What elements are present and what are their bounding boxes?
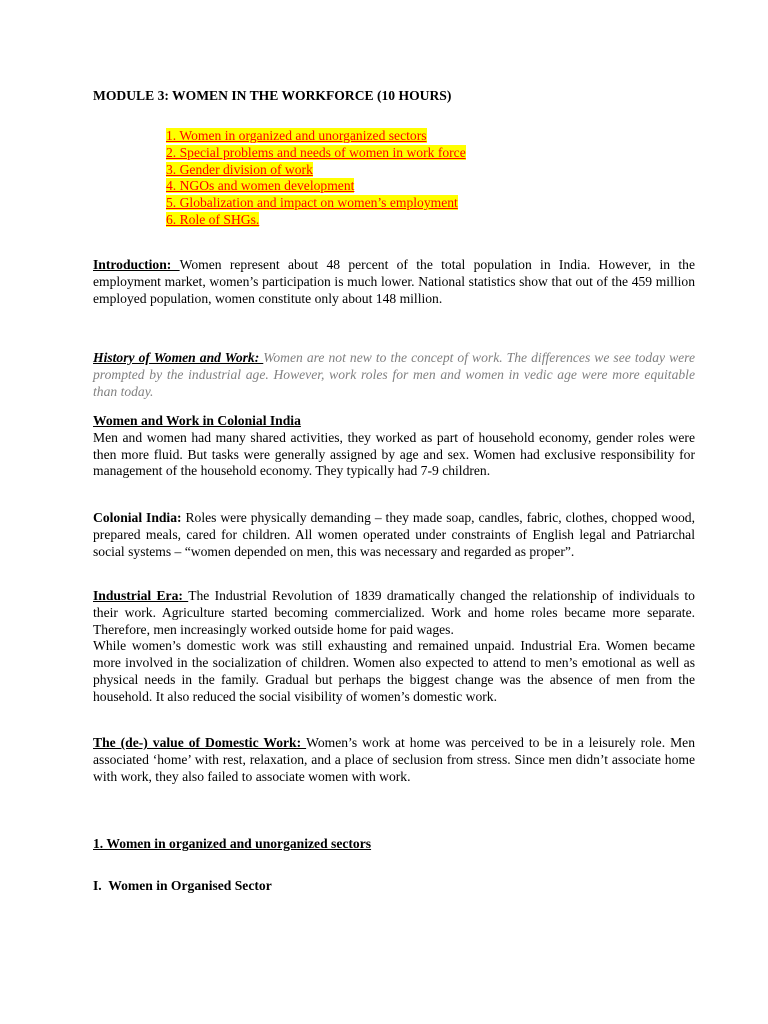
topic-link[interactable]: 1. Women in organized and unorganized sectors: [166, 128, 427, 143]
topic-link[interactable]: 3. Gender division of work: [166, 161, 313, 177]
topic-link[interactable]: 4. NGOs and women development: [166, 178, 355, 194]
topic-item[interactable]: [166, 145, 466, 162]
domestic-work-paragraph: [93, 735, 695, 785]
colonial-section: [93, 413, 695, 480]
colonial-text: Men and women had many shared activities, they worked as part of household economy, gender roles were then more fluid. But tasks were generally assigned by age and sex. Women had exclusive responsibility for management of the household economy. They typically had 7-9 children.: [93, 429, 695, 479]
domestic-work-text: Women’s work at home was perceived to be in a leisurely role. Men associated ‘home’ with rest, relaxation, and a place of seclusion from stress. Since men didn’t associate home with work, they also failed to associate women with work.: [93, 735, 695, 784]
colonial-india-heading: Colonial India:: [93, 510, 182, 525]
colonial-heading: Women and Work in Colonial India: [93, 413, 301, 428]
topic-item[interactable]: [166, 212, 466, 229]
topic-item[interactable]: [166, 195, 466, 212]
introduction-text: Women represent about 48 percent of the total population in India. However, in the employment market, women’s participation is much lower. National statistics show that out of the 459 million employed population, women constitute only about 148 million.: [93, 257, 696, 306]
module-title: MODULE 3: WOMEN IN THE WORKFORCE (10 HOURS): [93, 88, 452, 103]
industrial-paragraph: [93, 588, 695, 638]
history-text: Women are not new to the concept of work. The differences we see today were prompted by the industrial age. However, work roles for men and women in vedic age were more equitable than today.: [93, 350, 696, 399]
history-paragraph: [93, 350, 695, 400]
industrial-paragraph-2: While women’s domestic work was still exhausting and remained unpaid. Industrial Era. Women became more involved in the socialization of children. Women also expected to attend to men’s emotional as well as physical needs in the family. Gradual but perhaps the biggest change was the absence of men from the household. It also reduced the social visibility of women’s domestic work.: [93, 638, 695, 704]
section-heading: 1. Women in organized and unorganized sectors: [93, 836, 372, 851]
subsection-heading: I. Women in Organised Sector: [93, 878, 272, 893]
domestic-work-heading: The (de-) value of Domestic Work:: [93, 735, 307, 750]
industrial-heading: Industrial Era:: [93, 588, 189, 603]
topic-link[interactable]: 2. Special problems and needs of women in work force: [166, 144, 466, 160]
colonial-india-text: Roles were physically demanding – they made soap, candles, fabric, clothes, chopped wood, prepared meals, cared for children. All women operated under constraints of English legal and Patriarchal social systems – “women depended on men, this was necessary and regarded as proper”.: [93, 510, 695, 559]
introduction-heading: Introduction:: [93, 257, 180, 272]
colonial-india-paragraph: [93, 510, 695, 560]
topic-item[interactable]: [166, 162, 466, 179]
industrial-section: [93, 588, 695, 706]
industrial-text: The Industrial Revolution of 1839 dramatically changed the relationship of individuals to their work. Agriculture started becoming commercialized. Work and home roles became more separate. Therefore, men increasingly worked outside home for paid wages.: [93, 588, 695, 637]
introduction-paragraph: [93, 257, 695, 307]
history-heading: History of Women and Work:: [93, 350, 264, 365]
topic-list: [166, 128, 466, 229]
topic-link[interactable]: 5. Globalization and impact on women’s employment: [166, 195, 458, 211]
topic-link[interactable]: 6. Role of SHGs.: [166, 211, 260, 227]
topic-item[interactable]: [166, 128, 466, 145]
topic-item[interactable]: [166, 178, 466, 195]
